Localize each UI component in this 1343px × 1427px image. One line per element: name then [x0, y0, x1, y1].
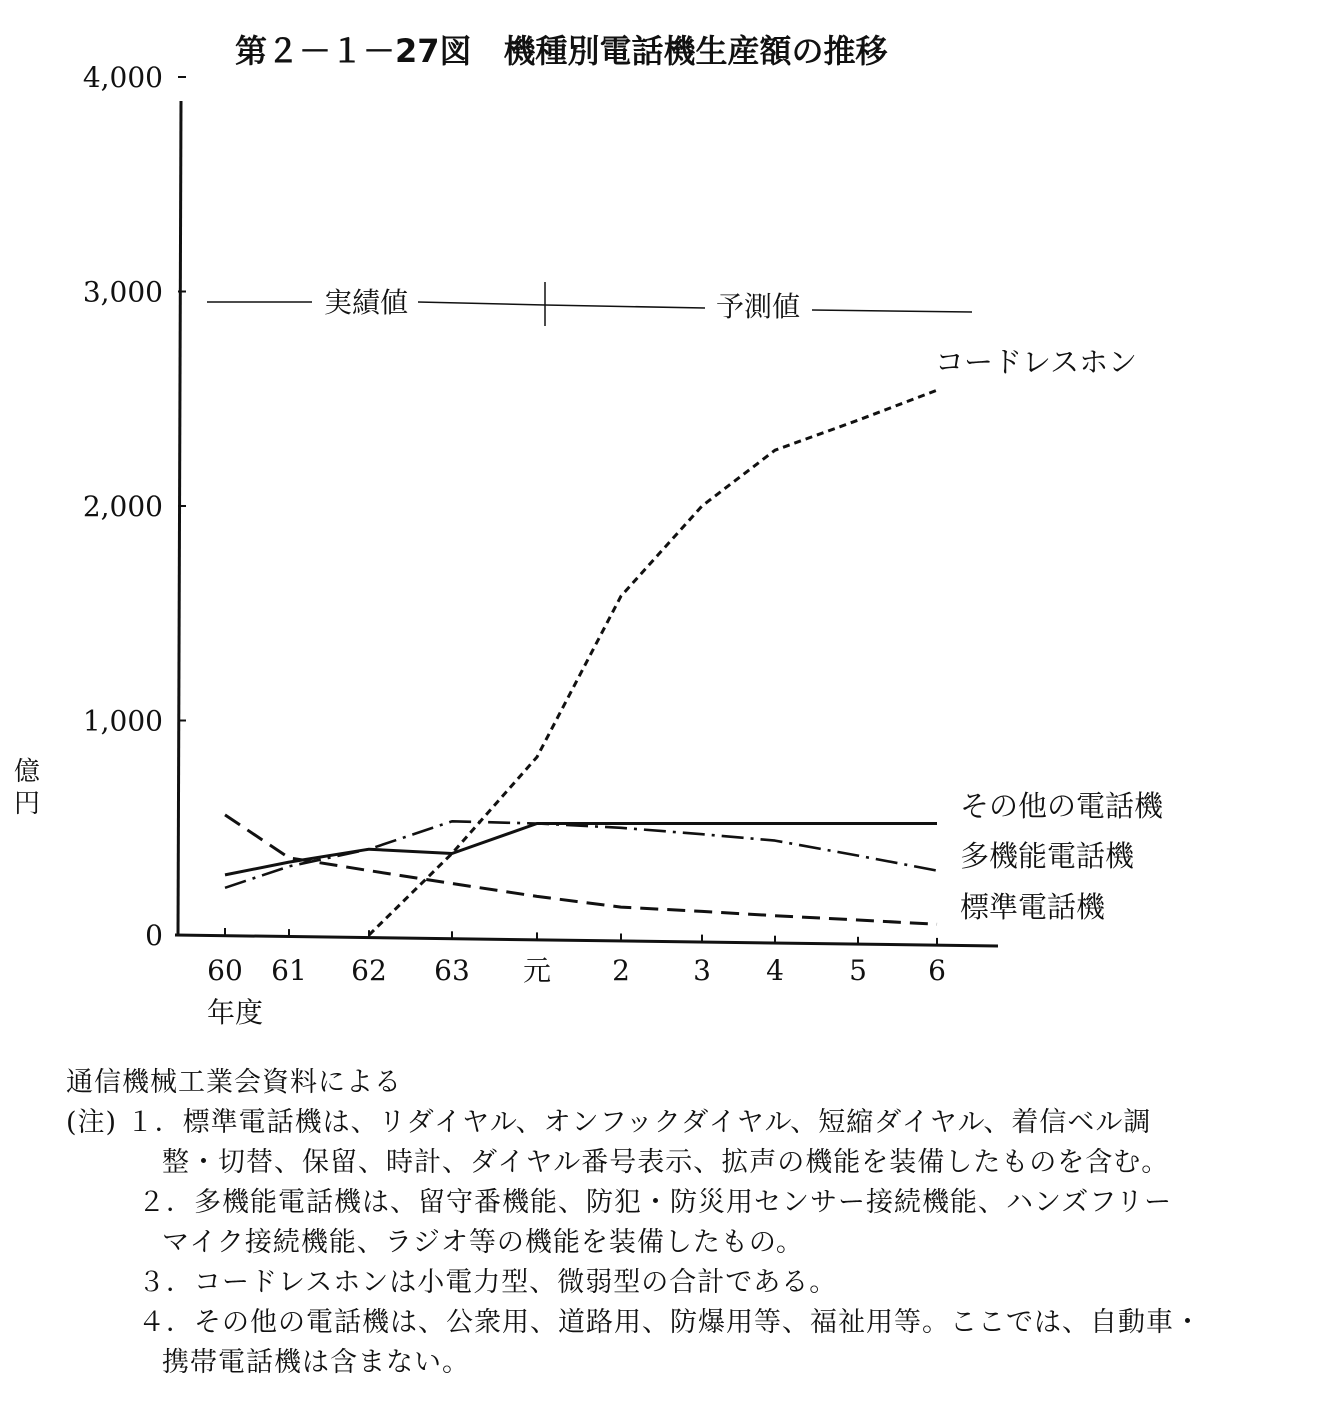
note-2: [66, 1183, 1326, 1223]
source-note: 通信機械工業会資料による: [66, 1067, 402, 1098]
x-axis-label: 年度: [207, 996, 264, 1029]
y-tick-label: 0: [145, 919, 163, 952]
note-3-prefix: ３．: [138, 1267, 194, 1298]
note-1-prefix: (注) １．: [66, 1107, 183, 1138]
actual-period-label: 実績値: [323, 286, 409, 319]
y-tick-label: 2,000: [82, 490, 163, 523]
note-1-cont: 整・切替、保留、時計、ダイヤル番号表示、拡声の機能を装備したものを含む。: [162, 1147, 1170, 1178]
y-tick-labels: [83, 61, 186, 952]
forecast-period-label: 予測値: [715, 290, 801, 323]
axes: [175, 101, 998, 946]
series-line: [225, 815, 937, 924]
x-tick-label: 6: [928, 954, 946, 987]
y-axis-line: [178, 101, 181, 936]
x-tick-label: 60: [207, 954, 243, 987]
forecast-period-line-right: [812, 310, 972, 312]
chart-title: 第２－１－27図 機種別電話機生産額の推移: [235, 32, 888, 70]
note-2-cont: マイク接続機能、ラジオ等の機能を装備したもの。: [162, 1227, 804, 1258]
series-lines: [225, 390, 937, 935]
note-3: [66, 1263, 1326, 1303]
x-tick-label: 元: [522, 954, 552, 987]
series-line: [225, 824, 937, 875]
note-2-prefix: ２．: [138, 1187, 194, 1218]
y-tick-label: 3,000: [82, 275, 163, 309]
series-label: その他の電話機: [960, 789, 1164, 823]
forecast-period-line-left: [545, 305, 705, 308]
y-axis-label-char-2: 円: [14, 789, 41, 819]
note-4-cont: 携帯電話機は含まない。: [162, 1347, 470, 1378]
note-1: [66, 1103, 1326, 1143]
x-tick-label: 5: [849, 954, 867, 987]
x-tick-label: 2: [612, 954, 630, 987]
note-4-line-1: その他の電話機は、公衆用、道路用、防爆用等、福祉用等。ここでは、自動車・: [194, 1307, 1202, 1338]
series-label: コードレスホン: [935, 345, 1138, 379]
y-tick-label: 1,000: [82, 704, 163, 738]
y-axis-label-char-1: 億: [14, 757, 41, 787]
note-1-line-1: 標準電話機は、リダイヤル、オンフックダイヤル、短縮ダイヤル、着信ベル調: [182, 1107, 1152, 1138]
notes: [66, 1063, 1326, 1383]
y-tick-label: 4,000: [82, 61, 163, 94]
x-tick-label: 63: [434, 954, 470, 987]
series-labels: [935, 345, 1164, 924]
x-tick-label: 3: [693, 954, 711, 987]
actual-period-line-right: [418, 302, 545, 305]
x-tick-label: 61: [271, 954, 307, 987]
series-label: 標準電話機: [960, 890, 1106, 924]
x-tick-label: 4: [766, 954, 784, 987]
note-4: [66, 1303, 1326, 1343]
period-markers: [207, 282, 972, 326]
x-axis-line: [175, 935, 998, 946]
series-label: 多機能電話機: [960, 839, 1135, 873]
x-tick-label: 62: [351, 954, 387, 987]
note-2-line-1: 多機能電話機は、留守番機能、防犯・防災用センサー接続機能、ハンズフリー: [194, 1187, 1173, 1218]
note-3-line-1: コードレスホンは小電力型、微弱型の合計である。: [194, 1267, 838, 1298]
note-4-prefix: ４．: [138, 1307, 194, 1338]
